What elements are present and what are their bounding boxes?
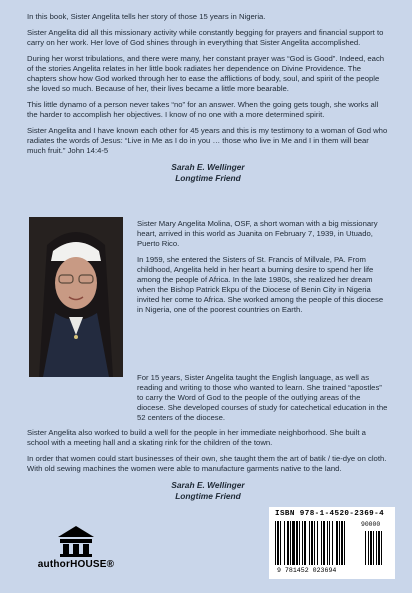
barcode-bar (368, 531, 369, 565)
signature-role: Longtime Friend (175, 173, 241, 183)
price-code: 90000 (361, 521, 381, 528)
barcode-bar (381, 531, 382, 565)
signature-block-2 (27, 480, 389, 502)
barcode-bar (329, 521, 330, 565)
barcode-bar (302, 521, 303, 565)
barcode-bar (299, 521, 300, 565)
barcode-bar (339, 521, 340, 565)
barcode-bar (296, 521, 298, 565)
barcode-bar (311, 521, 313, 565)
barcode-bar (370, 531, 372, 565)
paragraph-teaching: For 15 years, Sister Angelita taught the English language, as well as reading and writing to those who wanted to learn. She trained “apostles” to carry the Word of God to the people of the outlying areas of the diocese. She developed courses of study for catechetical education in the 52 centers of the diocese. (137, 373, 388, 422)
barcode-bar (376, 531, 377, 565)
paragraph-well: Sister Angelita also worked to build a well for the people in her immediate neighborhood. She built a school with a meeting hall and a skating rink for the children of the town. (27, 428, 366, 447)
barcode-bar (323, 521, 325, 565)
isbn-barcode (269, 507, 395, 579)
isbn-label: ISBN 978-1-4520-2369-4 (275, 510, 385, 518)
barcode-bar (284, 521, 285, 565)
author-photo (29, 217, 123, 377)
bottom-text-block (27, 428, 389, 502)
publisher-name: authorHOUSE® (37, 559, 115, 570)
barcode-bar (309, 521, 310, 565)
paragraph-batik: In order that women could start businesses of their own, she taught them the art of batik / tie-dye on cloth. With old sewing machines the women were able to manufacture garments native to the land. (27, 454, 387, 473)
barcode-bar (304, 521, 306, 565)
house-icon (36, 523, 116, 559)
barcode-bar (344, 521, 345, 565)
barcode-bar (332, 521, 333, 565)
barcode-bar (378, 531, 380, 565)
paragraph-africa: In 1959, she entered the Sisters of St. Francis of Millvale, PA. From childhood, Angelita held in her heart a burning desire to spend her life among the people of Africa. In the late 1980s, she realized her dream when the Bishop Patrick Ekpu of the Diocese of Benin City in Nigeria invited her come to Africa. She worked among the people of this diocese in Nigeria, one of the poorest countries on Earth. (137, 255, 384, 314)
barcode-bar (317, 521, 318, 565)
paragraph-tribulations: During her worst tribulations, and there were many, her constant prayer was “God is Good”. Indeed, each of the stories Angelita relates in her little book radiates her dependence on Divine Providence. The chapters show how God worked through her to ease the afflictions of body, soul, and spirit of the people she loved so much. Because of her, their lives became a little more bearable. (27, 54, 385, 93)
barcode-bar (327, 521, 328, 565)
paragraph-missionary: Sister Angelita did all this missionary activity while constantly begging for prayers and financial support to carry on her work. Her love of God shines through in everything that Sister Angelita accomplished. (27, 28, 384, 47)
right-text-block (137, 219, 389, 321)
barcode-bar (336, 521, 338, 565)
top-text-block (27, 12, 389, 184)
barcode-bar (277, 521, 279, 565)
barcode-bar (373, 531, 374, 565)
barcode-bar (341, 521, 343, 565)
paragraph-bio: Sister Mary Angelita Molina, OSF, a short woman with a big missionary heart, arrived in this world as Juanita on February 7, 1939, in Utuado, Puerto Rico. (137, 219, 378, 248)
wrap-text-block (137, 373, 389, 429)
publisher-logo (36, 523, 116, 583)
nun-portrait-image (29, 217, 123, 377)
barcode-bar (314, 521, 315, 565)
signature-role: Longtime Friend (175, 491, 241, 501)
barcode-bar (287, 521, 289, 565)
barcode-bar (321, 521, 322, 565)
paragraph-intro: In this book, Sister Angelita tells her story of those 15 years in Nigeria. (27, 12, 266, 21)
ean-number: 9 781452 023694 (277, 567, 337, 574)
barcode-bar (280, 521, 281, 565)
signature-block-1 (27, 162, 389, 184)
barcode-bar (290, 521, 291, 565)
barcode-bar (275, 521, 276, 565)
barcode-bar (365, 531, 366, 565)
signature-name: Sarah E. Wellinger (171, 480, 245, 490)
paragraph-testimony: Sister Angelita and I have known each other for 45 years and this is my testimony to a woman of God who radiates the words of Jesus: “Live in Me as I do in you … those who live in Me and I in them will bear much fruit.” John 14:4-5 (27, 126, 388, 155)
barcode-bar (292, 521, 295, 565)
paragraph-dynamo: This little dynamo of a person never takes “no” for an answer. When the going gets tough, she works all the harder to accomplish her objectives. I know of no one with a more determined spirit. (27, 100, 379, 119)
signature-name: Sarah E. Wellinger (171, 162, 245, 172)
